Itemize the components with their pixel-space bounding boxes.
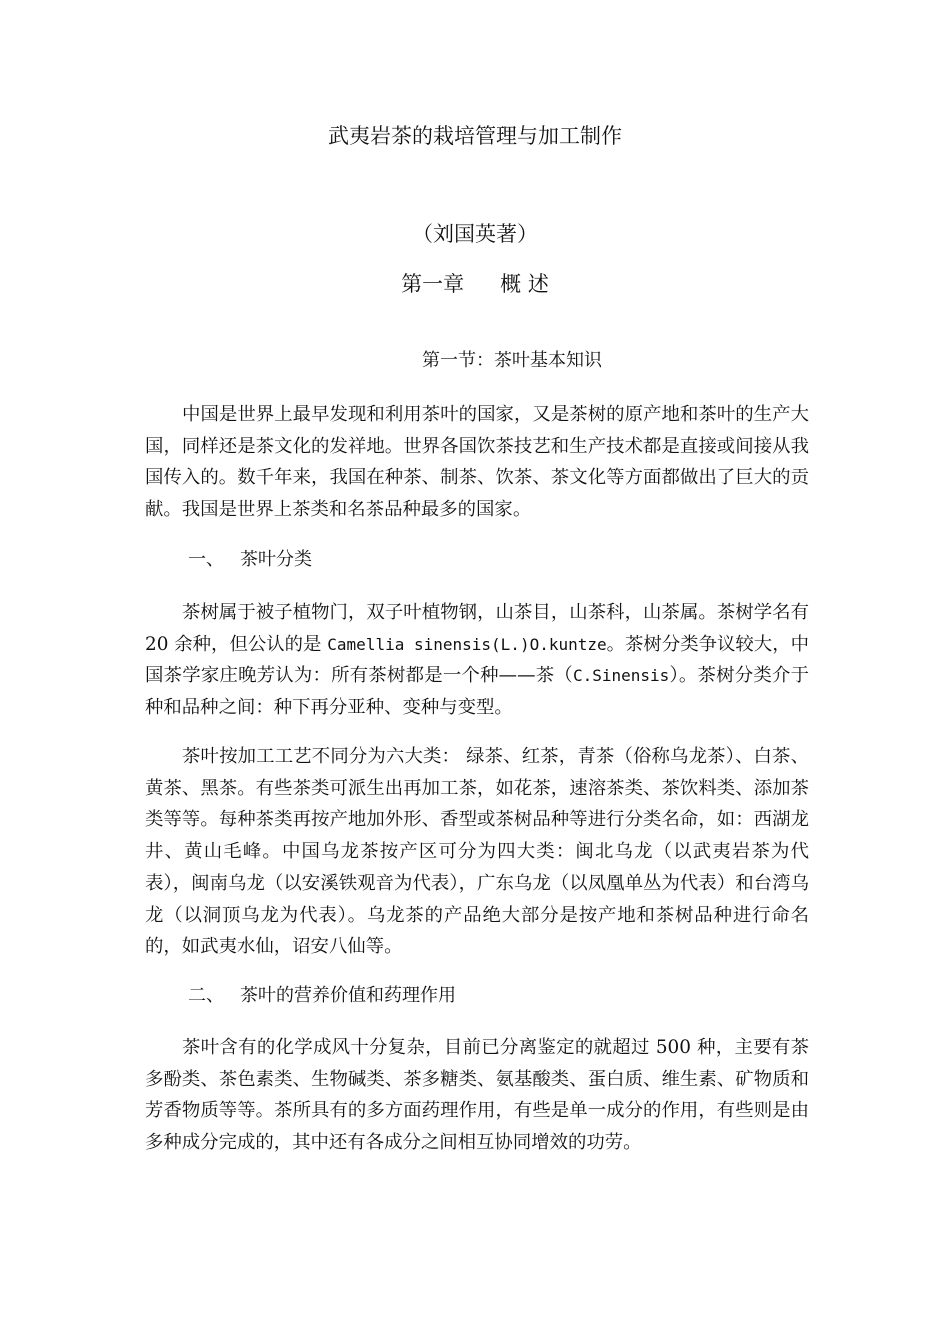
- chapter-heading: [0, 270, 950, 299]
- intro-paragraph: 中国是世界上最早发现和利用茶叶的国家，又是茶树的原产地和茶叶的生产大国，同样还是茶文化的发祥地。世界各国饮茶技艺和生产技术都是直接或间接从我国传入的。数千年来，我国在种茶、制茶、饮茶、茶文化等方面都做出了巨大的贡献。我国是世界上茶类和名茶品种最多的国家。: [145, 404, 809, 521]
- paragraph-text: ）。茶树分类介于种和品种之间：种下再分亚种、变种与变型。: [145, 665, 809, 719]
- section-heading-classification: [188, 545, 312, 575]
- author-line: （刘国英著）: [412, 222, 538, 246]
- section-title: 第一节：茶叶基本知识: [422, 350, 602, 371]
- heading-number: 一、: [188, 549, 224, 570]
- paragraph-text: 茶树属于被子植物门，双子叶植物钢，山茶目，山茶科，山茶属。茶树学名有 20 余种，但公认的是: [145, 602, 809, 655]
- paragraph-tea-taxonomy: [145, 597, 809, 724]
- heading-text: 茶叶分类: [240, 549, 312, 570]
- document-title: 武夷岩茶的栽培管理与加工制作: [328, 124, 622, 148]
- section-heading-nutrition: [188, 981, 456, 1011]
- paragraph-tea-categories: 茶叶按加工工艺不同分为六大类： 绿茶、红茶，青茶（俗称乌龙茶）、白茶、黄茶、黑茶。有些茶类可派生出再加工茶，如花茶，速溶茶类、茶饮料类、添加茶类等等。每种茶类再按产地加外形、香型或茶树品种等进行分类名命，如：西湖龙井、黄山毛峰。中国乌龙茶按产区可分为四大类：闽北乌龙（以武夷岩茶为代表），闽南乌龙（以安溪铁观音为代表），广东乌龙（以凤凰单丛为代表）和台湾乌龙（以洞顶乌龙为代表）。乌龙茶的产品绝大部分是按产地和茶树品种进行命名的，如武夷水仙，诏安八仙等。: [145, 746, 809, 958]
- chapter-title: 概 述: [500, 272, 549, 296]
- scientific-name: Camellia sinensis(L.)O.kuntze: [327, 634, 607, 654]
- paragraph-text: 。茶树分类争议较大，中国茶学家庄晚芳认为：所有茶树都是一个种——茶（: [145, 633, 809, 687]
- heading-number: 二、: [188, 985, 224, 1006]
- paragraph-nutrition: 茶叶含有的化学成风十分复杂，目前已分离鉴定的就超过 500 种，主要有茶多酚类、茶色素类、生物碱类、茶多糖类、氨基酸类、蛋白质、维生素、矿物质和芳香物质等等。茶所具有的多方面药理作用，有些是单一成分的作用，有些则是由多种成分完成的，其中还有各成分之间相互协同增效的功劳。: [145, 1037, 809, 1154]
- scientific-name: C.Sinensis: [572, 666, 670, 686]
- heading-text: 茶叶的营养价值和药理作用: [240, 985, 456, 1006]
- chapter-number: 第一章: [401, 272, 465, 296]
